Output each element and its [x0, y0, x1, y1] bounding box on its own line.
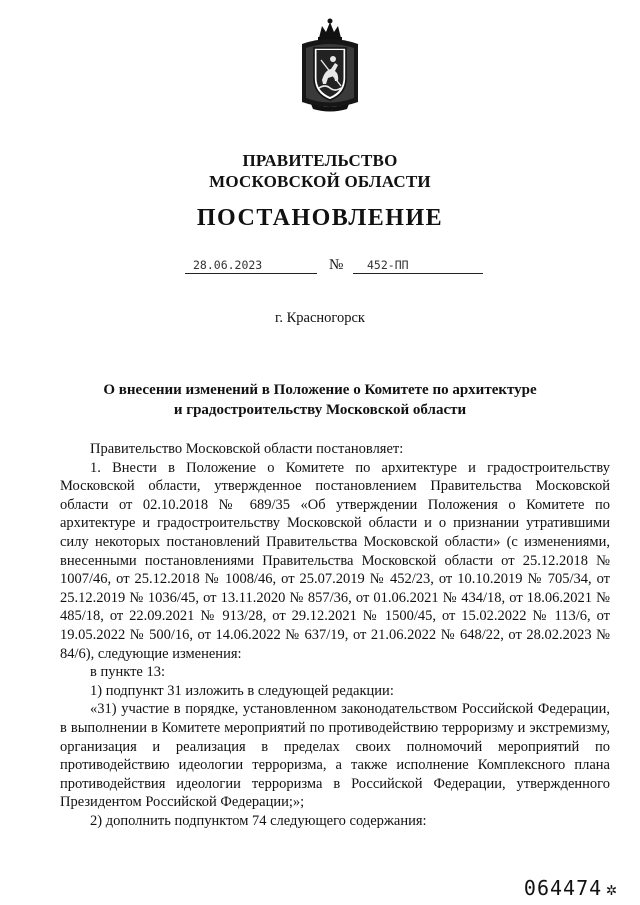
registration-mark-icon: ✲: [606, 879, 618, 900]
paragraph-subitem-1: 1) подпункт 31 изложить в следующей редакции:: [90, 682, 394, 699]
document-body: [60, 440, 610, 830]
moscow-oblast-coat-of-arms-icon: [297, 18, 363, 112]
registration-number-value: 064474: [523, 876, 603, 900]
paragraph-subitem-2: 2) дополнить подпунктом 74 следующего содержания:: [90, 812, 427, 829]
registration-number: [524, 876, 618, 900]
government-title-line1: ПРАВИТЕЛЬСТВО: [242, 151, 398, 170]
number-sign: №: [329, 257, 344, 273]
date-underline: [185, 273, 317, 274]
document-date: 28.06.2023: [193, 258, 263, 272]
document-type-title: ПОСТАНОВЛЕНИЕ: [196, 205, 444, 231]
paragraph-subpoint-31: «31) участие в порядке, установленном законодательством Российской Федерации, в выполнении в Комитете мероприятий по противодействию терроризму и экстремизму, организация и реализация в пределах своих полномочий мероприятий по противодействию идеологии терроризма, а также исполнение Комплексного плана противодействия идеологии терроризма в Российской Федерации, утвержденного Президентом Российской Федерации;»;: [60, 701, 610, 811]
subject-line1: О внесении изменений в Положение о Комитете по архитектуре: [103, 382, 537, 398]
subject-line2: и градостроительству Московской области: [173, 402, 467, 418]
government-title-line2: МОСКОВСКОЙ ОБЛАСТИ: [209, 172, 431, 191]
number-underline: [353, 273, 483, 274]
date-number-line: [185, 256, 495, 278]
paragraph-item-1: 1. Внести в Положение о Комитете по архитектуре и градостроительству Московской области, утвержденное постановлением Правительства Московской области от 02.10.2018 № 689/35 «Об утверждении Положения о Комитете по архитектуре и градостроительству Московской области и о признании утратившими силу некоторых постановлений Правительства Московской области» (с изменениями, внесенными постановлениями Правительства Московской области от 25.12.2018 № 1007/46, от 25.12.2018 № 1008/46, от 25.07.2019 № 452/23, от 10.10.2019 № 705/34, от 25.12.2019 № 1036/45, от 13.11.2020 № 857/36, от 01.06.2021 № 434/18, от 18.06.2021 № 485/18, от 22.09.2021 № 913/28, от 29.12.2021 № 1500/45, от 15.02.2022 № 113/6, от 19.05.2022 № 500/16, от 14.06.2022 № 637/19, от 21.06.2022 № 648/22, от 28.02.2023 № 84/6), следующие изменения:: [60, 459, 610, 662]
paragraph-preamble: Правительство Московской области постановляет:: [90, 441, 404, 457]
paragraph-point-13: в пункте 13:: [90, 664, 166, 681]
document-subject: [0, 380, 640, 420]
city: г. Красногорск: [275, 310, 365, 326]
document-number: 452-ПП: [367, 258, 409, 272]
